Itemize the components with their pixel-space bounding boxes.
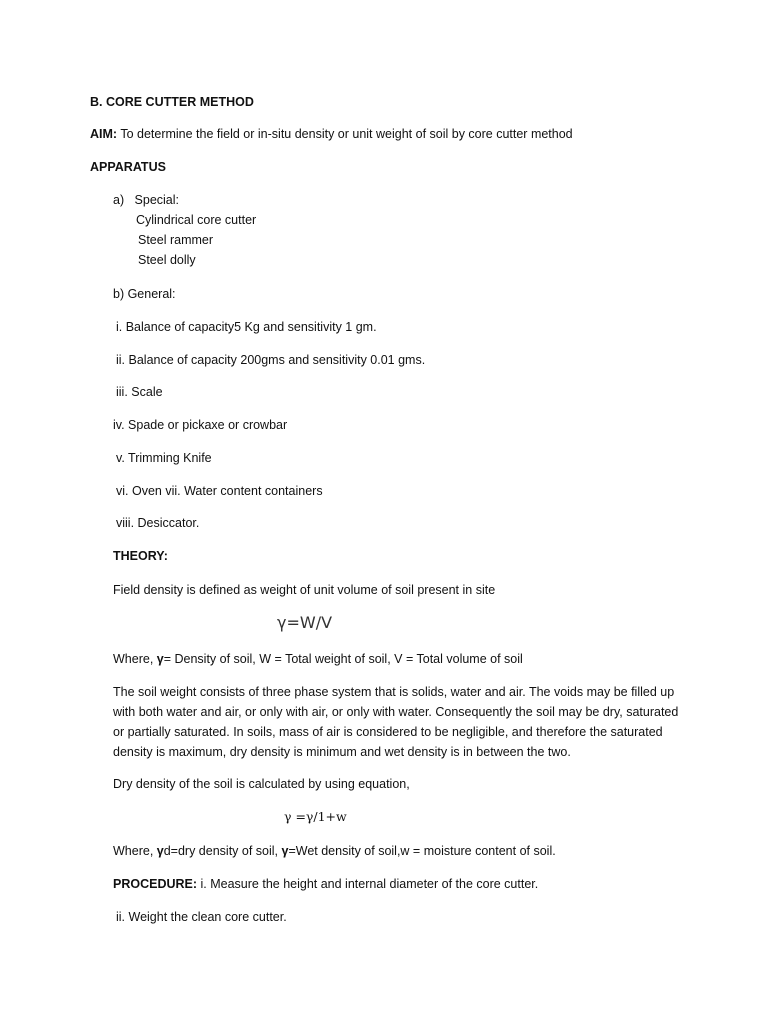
general-item: ii. Balance of capacity 200gms and sensitivity 0.01 gms.	[116, 353, 426, 367]
where-mid: d=dry density of soil,	[163, 844, 282, 858]
dry-density-line: Dry density of the soil is calculated by using equation,	[113, 777, 410, 791]
theory-paragraph: The soil weight consists of three phase system that is solids, water and air. The voids may be filled up with both water and air, or only with air, or only with water. Consequently the soil may be dry, saturated or partially saturated. In soils, mass of air is considered to be negligible, and therefore the saturated density is maximum, dry density is minimum and wet density is in between the two.	[113, 685, 679, 759]
equation-density: γ=W/V	[277, 613, 333, 632]
procedure-line	[113, 876, 538, 892]
where-line-1	[113, 651, 523, 667]
general-item: iv. Spade or pickaxe or crowbar	[113, 418, 288, 432]
general-item: vi. Oven vii. Water content containers	[116, 484, 323, 498]
general-item: v. Trimming Knife	[116, 451, 212, 465]
aim-label: AIM:	[90, 127, 118, 141]
special-label: a) Special:	[113, 193, 180, 207]
procedure-text: i. Measure the height and internal diameter of the core cutter.	[197, 877, 539, 891]
special-item: Cylindrical core cutter	[136, 213, 257, 227]
general-item: i. Balance of capacity5 Kg and sensitivity 1 gm.	[116, 320, 377, 334]
special-item: Steel dolly	[138, 253, 196, 267]
where-pre: Where,	[113, 844, 157, 858]
aim-line	[90, 126, 573, 142]
equation-dry-density: γ =γ/1+w	[284, 809, 347, 824]
where-text: =Wet density of soil,w = moisture content of soil.	[288, 844, 556, 858]
general-label: b) General:	[113, 287, 176, 301]
theory-line: Field density is defined as weight of unit volume of soil present in site	[113, 583, 496, 597]
theory-heading: THEORY:	[113, 549, 168, 563]
general-item: iii. Scale	[116, 385, 163, 399]
apparatus-heading: APPARATUS	[90, 160, 166, 174]
special-item: Steel rammer	[138, 233, 214, 247]
aim-text: To determine the field or in-situ density or unit weight of soil by core cutter method	[117, 127, 573, 141]
where-line-2	[113, 843, 556, 859]
procedure-label: PROCEDURE:	[113, 877, 198, 891]
gamma-symbol: γ	[156, 652, 164, 666]
section-heading: B. CORE CUTTER METHOD	[90, 95, 254, 109]
gamma-symbol: γ	[281, 844, 289, 858]
procedure-step: ii. Weight the clean core cutter.	[116, 910, 287, 924]
where-text: = Density of soil, W = Total weight of soil, V = Total volume of soil	[163, 652, 523, 666]
general-item: viii. Desiccator.	[116, 516, 200, 530]
where-pre: Where,	[113, 652, 157, 666]
gamma-symbol: γ	[156, 844, 164, 858]
